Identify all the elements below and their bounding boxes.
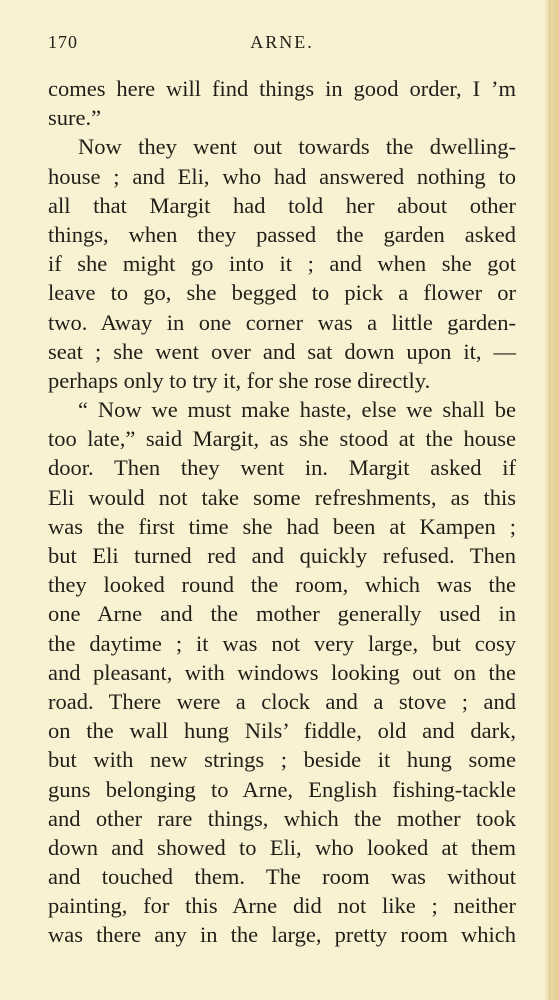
text-line: house ; and Eli, who had answered nothing to <box>48 163 516 189</box>
page-number: 170 <box>48 32 78 52</box>
text-line: all that Margit had told her about other <box>48 192 516 218</box>
text-line: “ Now we must make haste, else we shall be <box>78 397 516 423</box>
text-line: road. There were a clock and a stove ; and <box>48 688 516 714</box>
text-line: things, when they passed the garden asked <box>48 221 516 247</box>
page-edge <box>545 0 559 1000</box>
text-line: painting, for this Arne did not like ; neither <box>48 893 516 919</box>
text-line: Now they went out towards the dwelling- <box>78 134 516 160</box>
text-line: on the wall hung Nils’ fiddle, old and dark, <box>48 718 516 744</box>
text-line: guns belonging to Arne, English fishing-tackle <box>48 776 516 802</box>
text-line: was the first time she had been at Kampen ; <box>48 513 516 539</box>
running-title: ARNE. <box>250 32 314 52</box>
text-line: if she might go into it ; and when she got <box>48 251 516 277</box>
text-line: too late,” said Margit, as she stood at the house <box>48 426 516 452</box>
text-line: and touched them. The room was without <box>48 864 516 890</box>
text-line: was there any in the large, pretty room which <box>48 922 516 948</box>
text-line: one Arne and the mother generally used in <box>48 601 516 627</box>
text-line: sure.” <box>48 105 102 131</box>
body-text <box>48 74 516 950</box>
page-header <box>48 32 516 56</box>
text-line: they looked round the room, which was the <box>48 572 516 598</box>
text-line: the daytime ; it was not very large, but cosy <box>48 630 516 656</box>
text-line: comes here will find things in good order, I ’m <box>48 76 516 101</box>
text-line: seat ; she went over and sat down upon it, — <box>48 338 516 364</box>
text-line: and pleasant, with windows looking out on the <box>48 659 516 685</box>
text-line: door. Then they went in. Margit asked if <box>48 455 516 481</box>
text-line: but Eli turned red and quickly refused. Then <box>48 543 516 568</box>
text-line: perhaps only to try it, for she rose directly. <box>48 367 431 393</box>
text-line: and other rare things, which the mother took <box>48 805 516 831</box>
text-line: Eli would not take some refreshments, as this <box>48 484 516 510</box>
text-line: but with new strings ; beside it hung some <box>48 747 516 773</box>
text-line: down and showed to Eli, who looked at them <box>48 834 516 860</box>
text-line: two. Away in one corner was a little garden- <box>48 309 516 335</box>
text-line: leave to go, she begged to pick a flower or <box>48 280 516 306</box>
